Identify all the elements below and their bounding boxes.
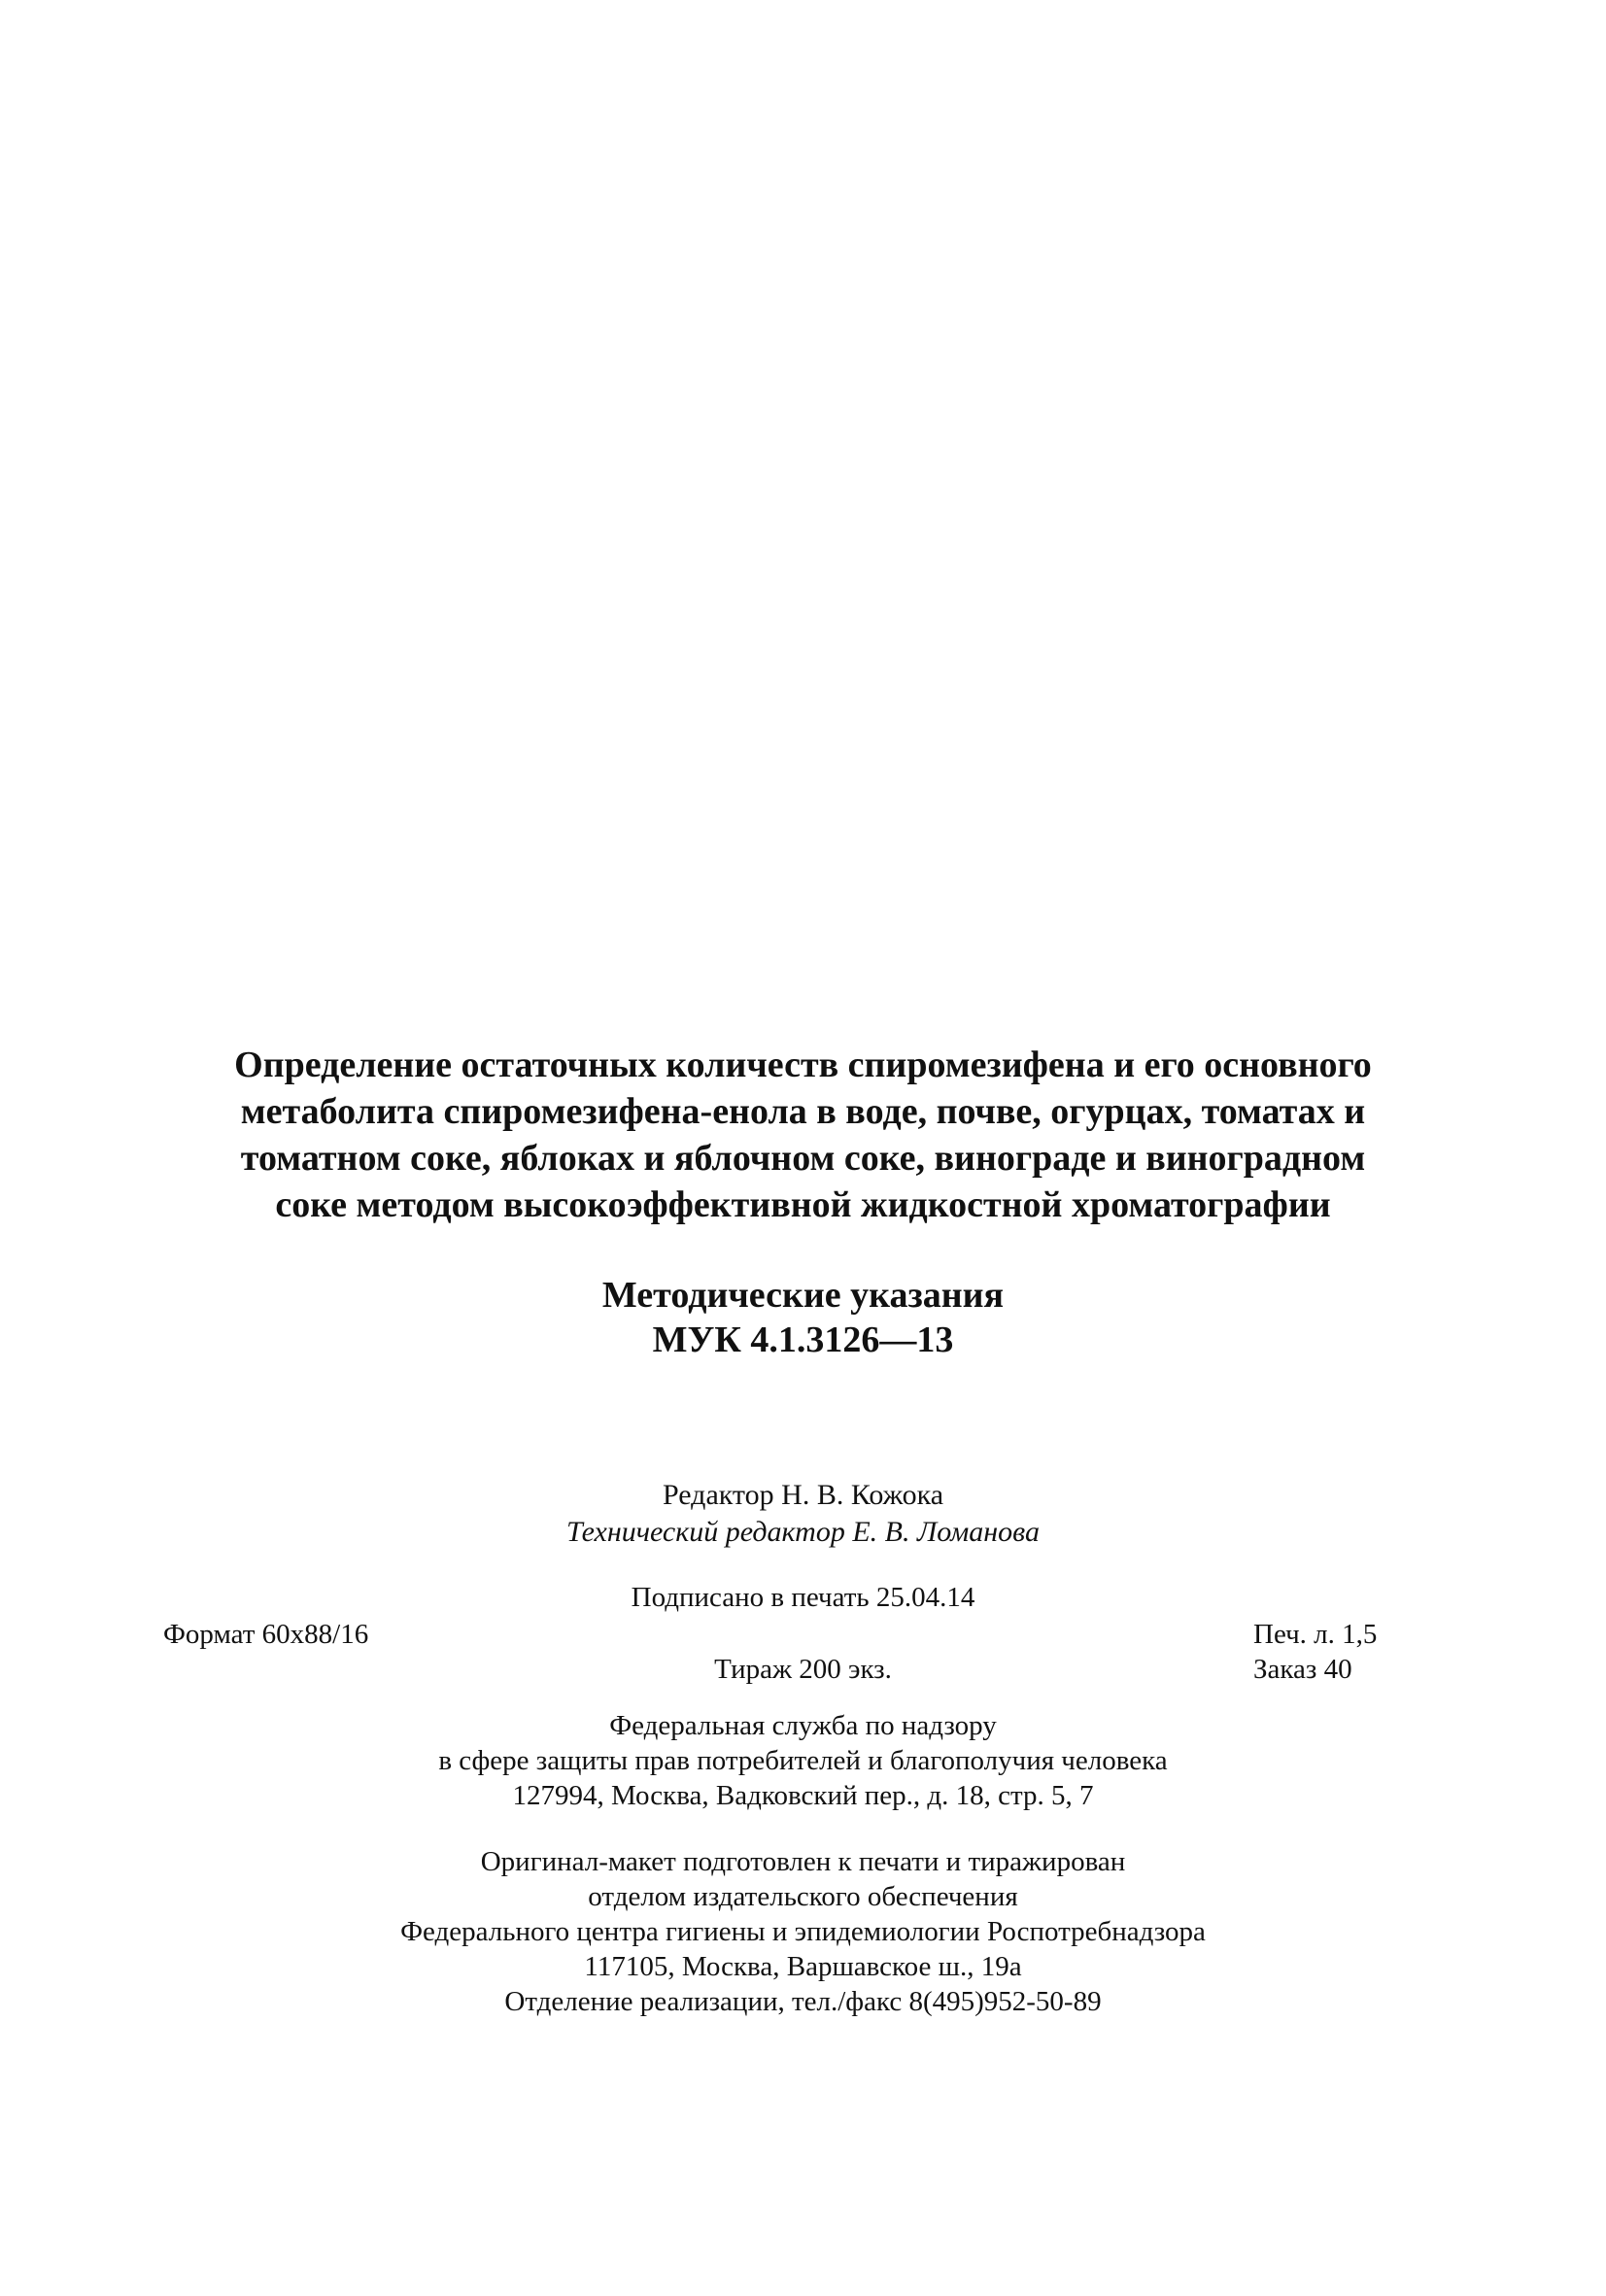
publisher-address: 127994, Москва, Вадковский пер., д. 18, стр. 5, 7 bbox=[512, 1780, 1094, 1811]
paper-format: Формат 60x88/16 bbox=[163, 1619, 369, 1650]
title-line: метаболита спиромезифена-енола в воде, почве, огурцах, томатах и bbox=[240, 1091, 1366, 1132]
title-line: соке методом высокоэффективной жидкостной хроматографии bbox=[275, 1184, 1331, 1225]
credits-block bbox=[389, 1477, 1217, 1551]
title-line: Определение остаточных количеств спиромезифена и его основного bbox=[234, 1045, 1372, 1085]
signed-to-print: Подписано в печать 25.04.14 bbox=[631, 1582, 975, 1613]
print-run: Тираж 200 экз. bbox=[714, 1654, 892, 1685]
printer-block bbox=[194, 1844, 1412, 2019]
print-sheets: Печ. л. 1,5 bbox=[1253, 1619, 1378, 1650]
document-type bbox=[136, 1273, 1470, 1362]
printer-line: отделом издательского обеспечения bbox=[588, 1881, 1018, 1912]
document-code: МУК 4.1.3126—13 bbox=[652, 1319, 954, 1360]
order-number: Заказ 40 bbox=[1253, 1654, 1352, 1685]
title-line: томатном соке, яблоках и яблочном соке, винограде и виноградном bbox=[240, 1138, 1366, 1179]
printer-line: Оригинал-макет подготовлен к печати и тиражирован bbox=[480, 1846, 1126, 1877]
printer-line: Федерального центра гигиены и эпидемиологии Роспотребнадзора bbox=[400, 1916, 1206, 1947]
sales-contact: Отделение реализации, тел./факс 8(495)952-50-89 bbox=[504, 1986, 1102, 2017]
publisher-line: в сфере защиты прав потребителей и благополучия человека bbox=[438, 1745, 1168, 1776]
publisher-line: Федеральная служба по надзору bbox=[609, 1710, 997, 1741]
document-type-label: Методические указания bbox=[601, 1275, 1005, 1316]
document-title bbox=[136, 1042, 1470, 1228]
editor-credit: Редактор Н. В. Кожока bbox=[662, 1479, 944, 1511]
printer-address: 117105, Москва, Варшавское ш., 19а bbox=[584, 1951, 1022, 1982]
tech-editor-credit: Технический редактор Е. В. Ломанова bbox=[565, 1516, 1041, 1548]
publisher-block bbox=[194, 1708, 1412, 1813]
